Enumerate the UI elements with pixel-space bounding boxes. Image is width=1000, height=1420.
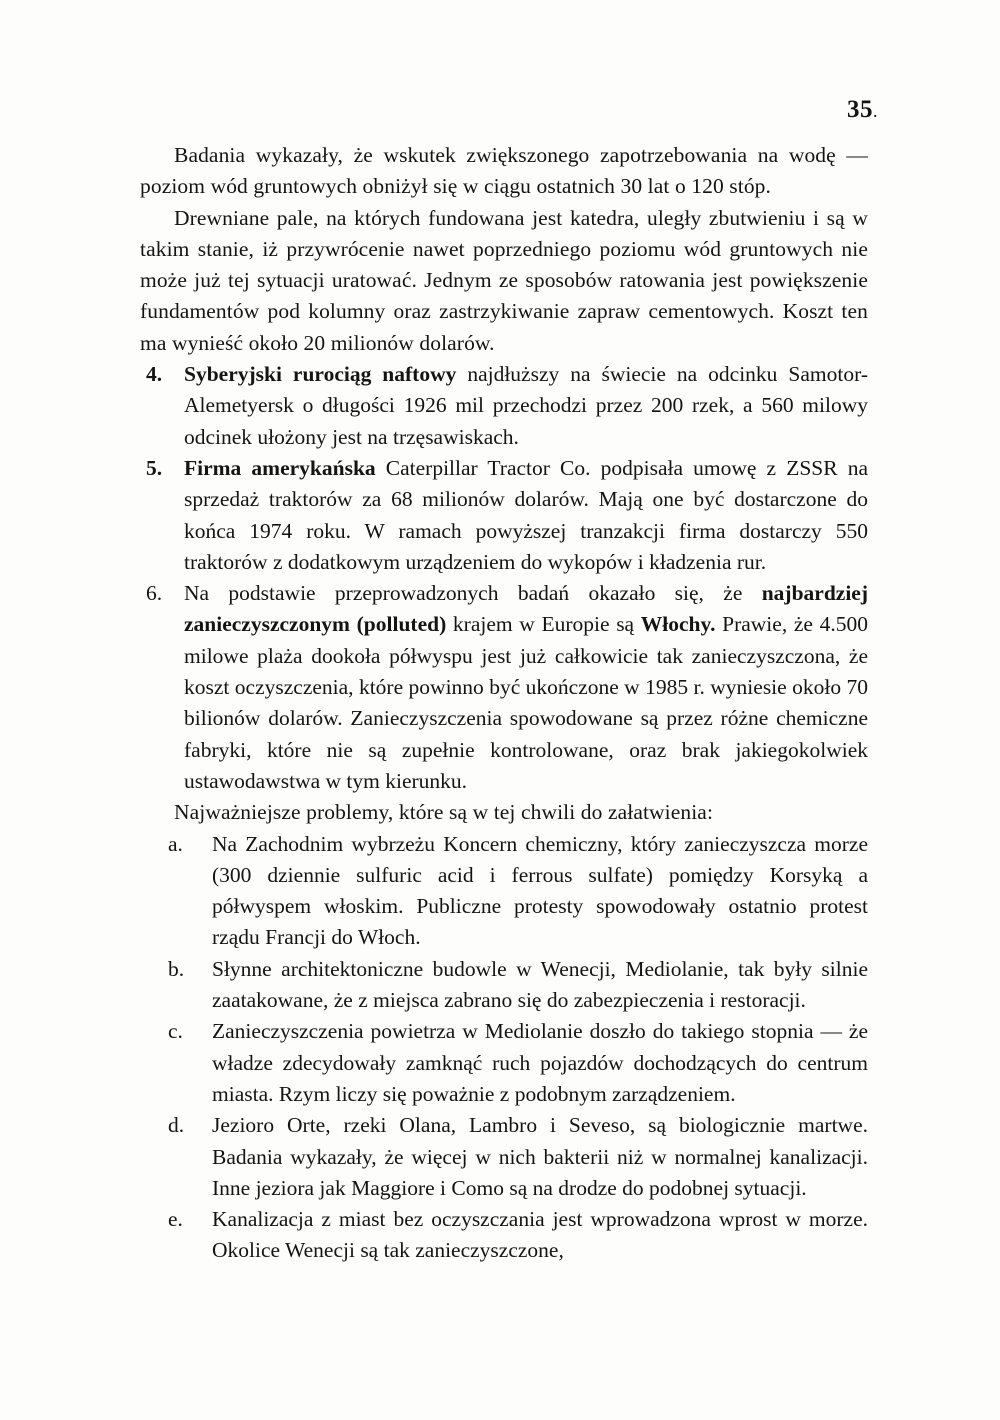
list-item-6-text-1: Na podstawie przeprowadzonych badań okazało się, że (184, 581, 762, 606)
sublist-item-e-text: Kanalizacja z miast bez oczyszczania jest wprowadzona wprost w morze. Okolice Wenecji są tak zanieczyszczone, (212, 1207, 868, 1263)
list-item-4-text: najdłuższy na świecie na odcinku Samotor-Alemetyersk o długości 1926 mil przechodzi przez 200 rzek, a 560 milowy odcinek ułożony jest na trzęsawiskach. (184, 362, 868, 449)
page-number-suffix: . (873, 101, 878, 121)
list-item-4 (140, 359, 868, 453)
list-item-5-text: Caterpillar Tractor Co. podpisała umowę z ZSSR na sprzedaż traktorów za 68 milionów dolarów. Mają one być dostarczone do końca 1974 roku. W ramach powyższej tranzakcji firma dostarczy 550 traktorów z dodatkowym urządzeniem do wykopów i kładzenia rur. (184, 455, 868, 574)
sublist-item-d (140, 1110, 868, 1204)
sublist-item-e-marker: e. (168, 1207, 183, 1232)
sublist-item-b-text: Słynne architektoniczne budowle w Wenecji, Mediolanie, tak były silnie zaatakowane, że z miejsca zabrano się do zabezpieczenia i restoracji. (212, 956, 868, 1013)
list-item-6-bold-2: Włochy. (640, 612, 716, 637)
sublist-item-c-text: Zanieczyszczenia powietrza w Mediolanie doszło do takiego stopnia — że władze zdecydowały zamknąć ruch pojazdów dochodzących do centrum miasta. Rzym liczy się poważnie z podobnym zarządzeniem. (212, 1019, 868, 1106)
page-number (847, 96, 878, 124)
sublist-item-d-text: Jezioro Orte, rzeki Olana, Lambro i Seveso, są biologicznie martwe. Badania wykazały, że więcej w nich bakterii niż w normalnej kanalizacji. Inne jeziora jak Maggiore i Como są na drodze do podobnej sytuacji. (212, 1113, 868, 1200)
sublist-item-b (140, 954, 868, 1017)
sublist-item-b-marker: b. (168, 956, 185, 981)
sublist-item-a-text: Na Zachodnim wybrzeżu Koncern chemiczny, który zanieczyszcza morze (300 dziennie sulfuric acid i ferrous sulfate) pomiędzy Korsyką a półwyspem włoskim. Publiczne protesty spowodowały ostatnio protest rządu Francji do Włoch. (212, 831, 868, 950)
list-item-6-text-2: krajem w Europie są (446, 612, 641, 637)
list-item-4-lead: Syberyjski rurociąg naftowy (184, 362, 457, 387)
page-content (140, 140, 868, 1267)
list-item-5 (140, 453, 868, 578)
paragraph-2: Drewniane pale, na których fundowana jest katedra, uległy zbutwieniu i są w takim stanie, iż przywrócenie nawet poprzedniego poziomu wód gruntowych nie może już tej sytuacji uratować. Jednym ze sposobów ratowania jest powiększenie fundamentów pod kolumny oraz zastrzykiwanie zapraw cementowych. Koszt ten ma wynieść około 20 milionów dolarów. (140, 205, 868, 355)
list-item-6-bold-1: najbardziej zanieczyszczonym (polluted) (184, 581, 868, 637)
sublist-item-c-marker: c. (168, 1019, 183, 1044)
list-item-4-body (184, 359, 868, 453)
sublist-item-c (140, 1016, 868, 1110)
list-item-4-marker: 4. (146, 362, 163, 387)
sublist-item-a-marker: a. (168, 831, 183, 856)
sublist-intro: Najważniejsze problemy, które są w tej chwili do załatwienia: (174, 800, 714, 825)
list-item-6 (140, 578, 868, 797)
sublist-item-a (140, 829, 868, 954)
list-item-6-body (184, 578, 868, 797)
list-item-5-lead: Firma amerykańska (184, 455, 376, 480)
list-item-5-marker: 5. (146, 455, 163, 480)
list-item-6-marker: 6. (146, 581, 163, 606)
sublist-item-e (140, 1204, 868, 1267)
sublist-item-d-marker: d. (168, 1113, 185, 1138)
list-item-5-body (184, 453, 868, 578)
page-number-value: 35 (847, 96, 873, 123)
paragraph-1: Badania wykazały, że wskutek zwiększonego zapotrzebowania na wodę — poziom wód gruntowych obniżył się w ciągu ostatnich 30 lat o 120 stóp. (140, 143, 868, 199)
list-item-6-text-3: Prawie, że 4.500 milowe plaża dookoła półwyspu jest już całkowicie tak zanieczyszczona, że koszt oczyszczenia, które powinno być ukończone w 1985 r. wyniesie około 70 bilionów dolarów. Zanieczyszczenia spowodowane są przez różne chemiczne fabryki, które nie są zupełnie kontrolowane, oraz brak jakiegokolwiek ustawodawstwa w tym kierunku. (184, 612, 869, 793)
